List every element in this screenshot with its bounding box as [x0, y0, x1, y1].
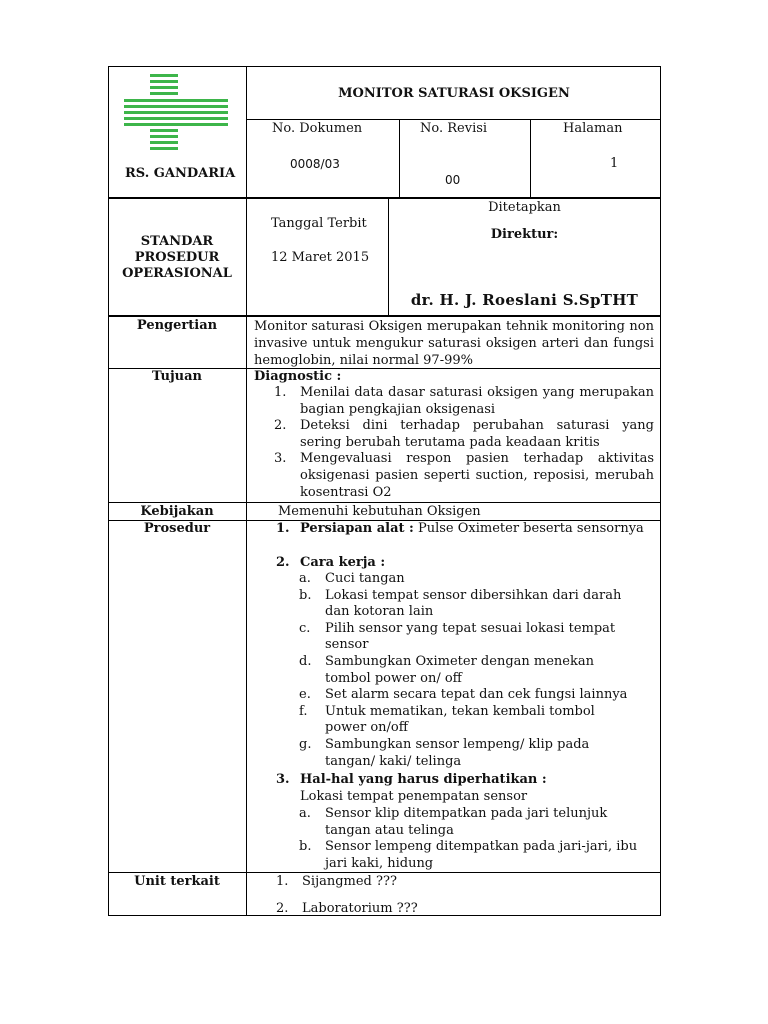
item-text: Pilih sensor yang tepat sesuai lokasi tempat sensor — [325, 620, 616, 653]
logo-bar — [150, 86, 178, 89]
step-number: 2. — [276, 555, 290, 570]
logo-bar — [124, 123, 228, 126]
logo-bar — [150, 135, 178, 138]
cara-kerja-list — [299, 571, 629, 770]
no-revisi-label: No. Revisi — [420, 121, 488, 136]
tujuan-item — [274, 418, 654, 451]
item-text: Untuk mematikan, tekan kembali tombol power on/off — [325, 703, 595, 736]
item-text: Sambungkan Oximeter dengan menekan tombol power on/ off — [325, 653, 594, 686]
logo-bar — [150, 74, 178, 77]
pengertian-label: Pengertian — [136, 318, 218, 333]
item-number: g. — [299, 736, 312, 752]
kebijakan-label: Kebijakan — [140, 504, 214, 519]
spo-divider — [246, 198, 247, 316]
step3-intro: Lokasi tempat penempatan sensor — [300, 789, 528, 804]
item-text: Deteksi dini terhadap perubahan saturasi yang sering berubah terutama pada keadaan kritis — [300, 418, 654, 450]
prosedur-step1 — [276, 521, 644, 537]
step-text: Pulse Oximeter beserta sensornya — [413, 521, 644, 536]
item-text: Sensor klip ditempatkan pada jari telunjuk tangan atau telinga — [325, 806, 608, 838]
cara-kerja-item — [299, 654, 629, 687]
logo-bar — [124, 105, 228, 108]
item-number: c. — [299, 620, 311, 636]
tujuan-item — [274, 385, 654, 418]
item-text: Sensor lempeng ditempatkan pada jari-jari, ibu jari kaki, hidung — [325, 839, 638, 871]
step-title: Cara kerja : — [300, 555, 386, 570]
tanggal-terbit-value: 12 Maret 2015 — [271, 250, 370, 265]
logo-bar — [124, 99, 228, 102]
cara-kerja-item — [299, 571, 629, 588]
tujuan-label: Tujuan — [152, 369, 202, 384]
logo-bar — [150, 147, 178, 150]
item-number: 2. — [276, 900, 289, 916]
item-number: a. — [299, 571, 311, 586]
tujuan-heading: Diagnostic : — [254, 369, 342, 384]
hospital-cross-logo — [122, 72, 230, 152]
hal-diperhatikan-item — [299, 839, 649, 872]
unit-terkait-label: Unit terkait — [134, 874, 220, 889]
item-text: Sambungkan sensor lempeng/ klip pada tangan/ kaki/ telinga — [325, 736, 590, 769]
item-number: f. — [299, 703, 308, 719]
header-divider — [530, 119, 531, 198]
kebijakan-text: Memenuhi kebutuhan Oksigen — [278, 504, 481, 519]
item-text: Cuci tangan — [325, 571, 405, 586]
cara-kerja-item — [299, 621, 629, 654]
hal-diperhatikan-list — [299, 806, 649, 872]
hospital-name: RS. GANDARIA — [125, 166, 236, 181]
no-dokumen-label: No. Dokumen — [272, 121, 363, 136]
cara-kerja-item — [299, 588, 629, 621]
halaman-label: Halaman — [563, 121, 623, 136]
item-number: 1. — [276, 874, 289, 889]
prosedur-step3 — [276, 772, 547, 788]
item-text: Mengevaluasi respon pasien terhadap aktivitas oksigenasi pasien seperti suction, reposisi, merubah kosentrasi O2 — [300, 451, 654, 500]
director-name: dr. H. J. Roeslani S.SpTHT — [410, 291, 639, 309]
step-title: Persiapan alat : — [300, 521, 414, 536]
item-text: Menilai data dasar saturasi oksigen yang merupakan bagian pengkajian oksigenasi — [300, 385, 654, 417]
header-divider — [246, 119, 661, 120]
logo-bar — [150, 129, 178, 132]
tujuan-item — [274, 451, 654, 501]
item-text: Sijangmed ??? — [302, 874, 397, 889]
unit-terkait-list — [276, 874, 576, 917]
cara-kerja-item — [299, 704, 629, 737]
step-number: 1. — [276, 521, 290, 536]
tanggal-terbit-label: Tanggal Terbit — [271, 216, 367, 231]
item-number: b. — [299, 839, 312, 855]
unit-terkait-item — [276, 874, 576, 891]
header-divider — [399, 119, 400, 198]
ditetapkan-label: Ditetapkan — [488, 200, 561, 215]
item-text: Laboratorium ??? — [302, 900, 418, 916]
prosedur-label: Prosedur — [143, 521, 211, 536]
logo-bar — [150, 92, 178, 95]
direktur-label: Direktur: — [490, 227, 559, 242]
item-number: 2. — [274, 418, 287, 434]
item-text: Set alarm secara tepat dan cek fungsi lainnya — [325, 687, 628, 703]
cara-kerja-item — [299, 687, 629, 704]
hal-diperhatikan-item — [299, 806, 649, 839]
spo-label-line2: PROSEDUR — [134, 250, 220, 265]
item-number: e. — [299, 687, 311, 703]
logo-bar — [150, 80, 178, 83]
unit-terkait-item — [276, 901, 576, 918]
cara-kerja-item — [299, 737, 629, 770]
logo-bar — [150, 141, 178, 144]
no-revisi-value: 00 — [445, 173, 461, 187]
spo-label-line3: OPERASIONAL — [122, 266, 232, 281]
item-number: a. — [299, 806, 311, 821]
halaman-value: 1 — [610, 156, 619, 171]
content-divider — [108, 502, 661, 503]
item-text: Lokasi tempat sensor dibersihkan dari darah dan kotoran lain — [325, 587, 622, 620]
item-number: 1. — [274, 385, 287, 400]
item-number: b. — [299, 587, 312, 603]
spo-label-line1: STANDAR — [140, 234, 214, 249]
step-number: 3. — [276, 772, 290, 787]
document-title: MONITOR SATURASI OKSIGEN — [338, 86, 570, 101]
content-divider — [246, 316, 247, 916]
pengertian-text: Monitor saturasi Oksigen merupakan tehnik monitoring non invasive untuk mengukur saturasi oksigen arteri dan fungsi hemoglobin, nilai normal 97-99% — [254, 319, 654, 368]
tujuan-list — [274, 385, 654, 501]
item-number: d. — [299, 653, 312, 669]
logo-bar — [124, 111, 228, 114]
no-dokumen-value: 0008/03 — [290, 157, 340, 171]
item-number: 3. — [274, 451, 287, 467]
logo-bar — [124, 117, 228, 120]
step-title: Hal-hal yang harus diperhatikan : — [300, 772, 547, 787]
prosedur-step2 — [276, 555, 385, 571]
